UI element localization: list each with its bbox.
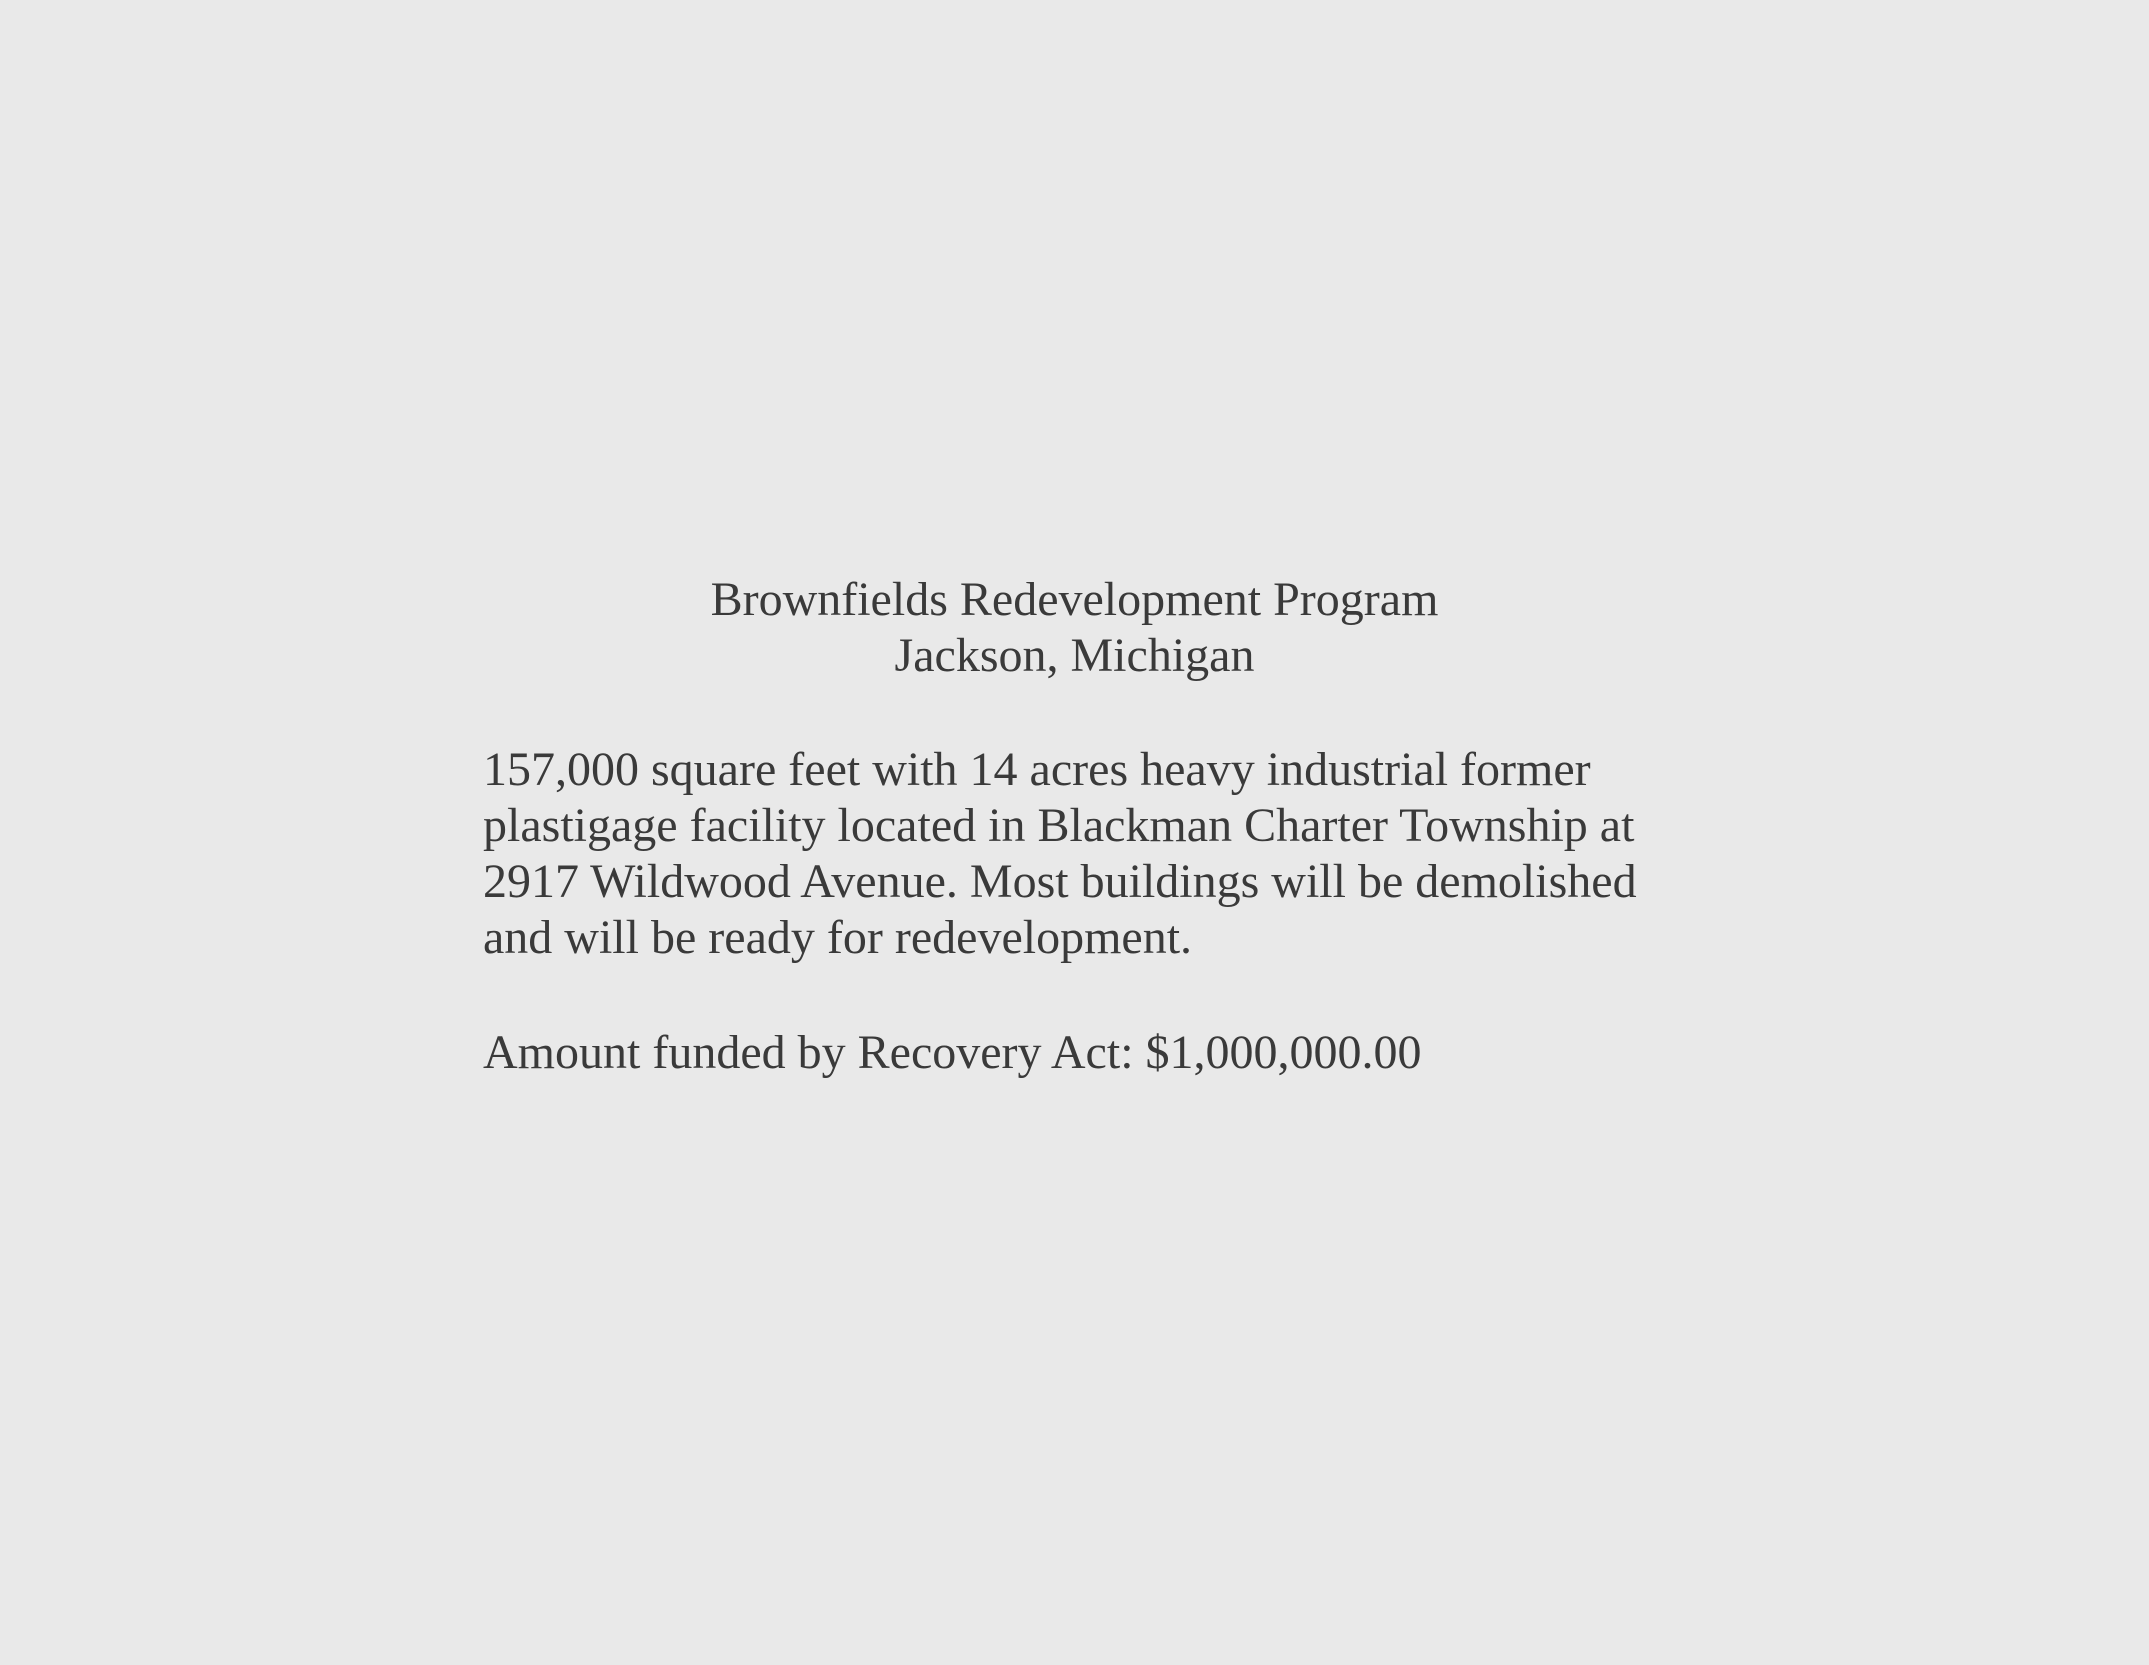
program-title: Brownfields Redevelopment Program xyxy=(710,573,1439,626)
project-description xyxy=(483,742,1683,966)
document-heading xyxy=(0,572,2149,684)
program-location: Jackson, Michigan xyxy=(894,629,1255,682)
description-paragraph xyxy=(483,742,1683,966)
description-line: and will be ready for redevelopment. xyxy=(483,911,1193,964)
description-line: 2917 Wildwood Avenue. Most buildings will be demolished xyxy=(483,855,1637,908)
description-line: plastigage facility located in Blackman Charter Township at xyxy=(483,799,1635,852)
description-line: 157,000 square feet with 14 acres heavy industrial former xyxy=(483,743,1591,796)
funding-amount: Amount funded by Recovery Act: $1,000,000.00 xyxy=(483,1026,1422,1079)
